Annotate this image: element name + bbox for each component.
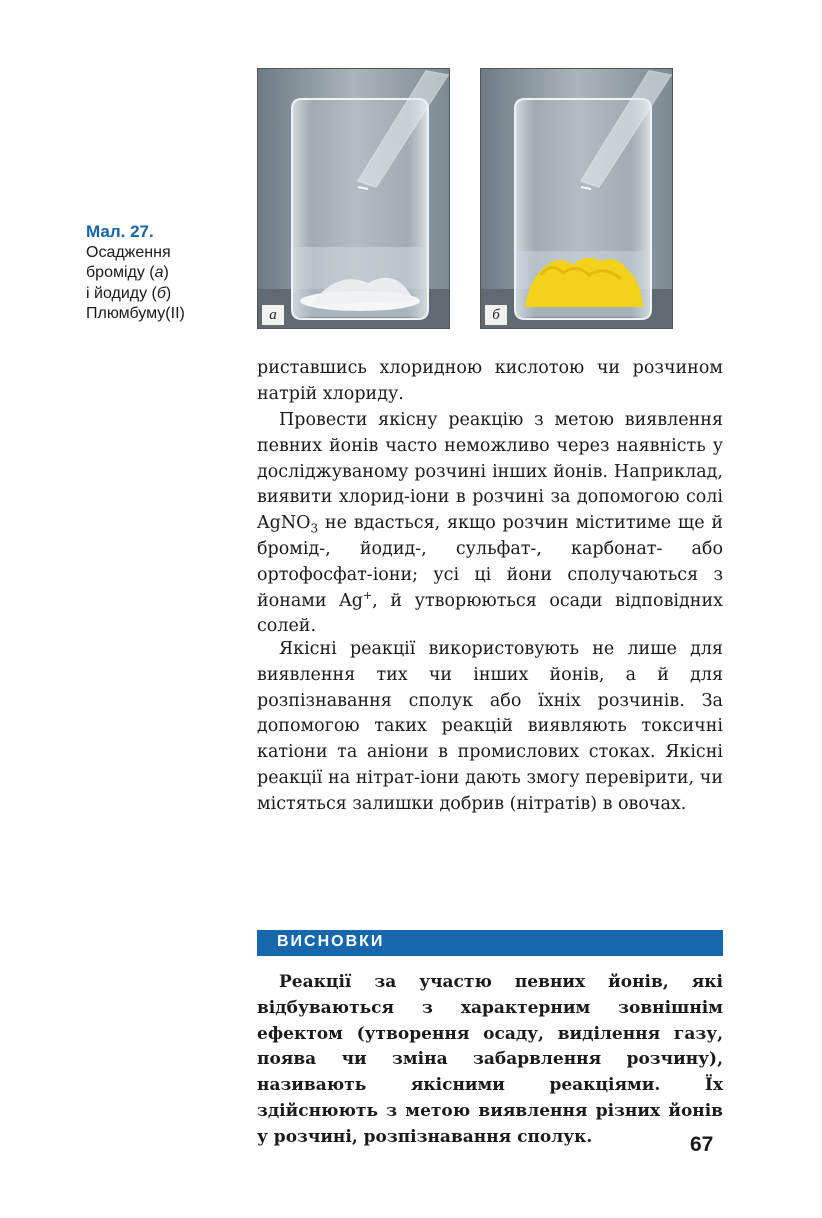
beaker-photo-a [257,68,450,329]
photo-label-b: б [485,305,507,325]
conclusions-text: Реакції за участю певних йонів, які відбуваються з характерним зовнішнім ефектом (утворення осаду, виділення газу, поява чи зміна забарвлення розчину), називають якісними реакціями. Їх здійснюють з метою виявлення різних йонів у розчині, розпізнавання сполук. [257,972,723,1147]
section-title: ВИСНОВКИ [277,933,385,950]
formula-agno3: AgNO$_3$ [257,513,319,536]
caption-line: і йодиду (б) [86,284,172,302]
beaker-a-illustration [258,69,450,329]
beaker-b-illustration [481,69,673,329]
beaker-photo-b [480,68,673,329]
paragraph-3: Якісні реакції використовують не лише для виявлення тих чи інших йонів, а й для розпізнавання сполук або їхніх розчинів. За допомогою таких реакцій виявляють токсичні катіони та аніони в промислових стоках. Якісні реакції на нітрат-іони дають змогу перевірити, чи містяться залишки добрив (нітратів) в овочах. [257,639,723,814]
figure-title: Мал. 27. [86,222,154,241]
paragraph-1: риставшись хлоридною кислотою чи розчином натрій хлориду. [257,358,723,404]
figure-caption [86,222,236,325]
paragraph-2: Провести якісну реакцію з метою виявлення певних йонів часто неможливо через наявність у досліджуваному розчині інших йонів. Наприклад, виявити хлорид-іони в розчині за допомогою солі AgNO$_3$ не вдасться, якщо розчин міститиме ще й бромід-, йодид-, сульфат-, карбонат- або ортофосфат-іони; усі ці йони сполучаються з йонами Ag+, й утворюються осади відповідних солей. [257,410,723,637]
caption-line: Плюмбуму(II) [86,305,185,322]
photo-label-a: а [262,305,284,325]
formula-ag-ion: Ag+ [339,588,373,611]
conclusions-header-bar [257,930,723,956]
page-number: 67 [690,1133,714,1156]
caption-line: броміду (а) [86,264,169,281]
caption-line: Осадження [86,243,171,261]
